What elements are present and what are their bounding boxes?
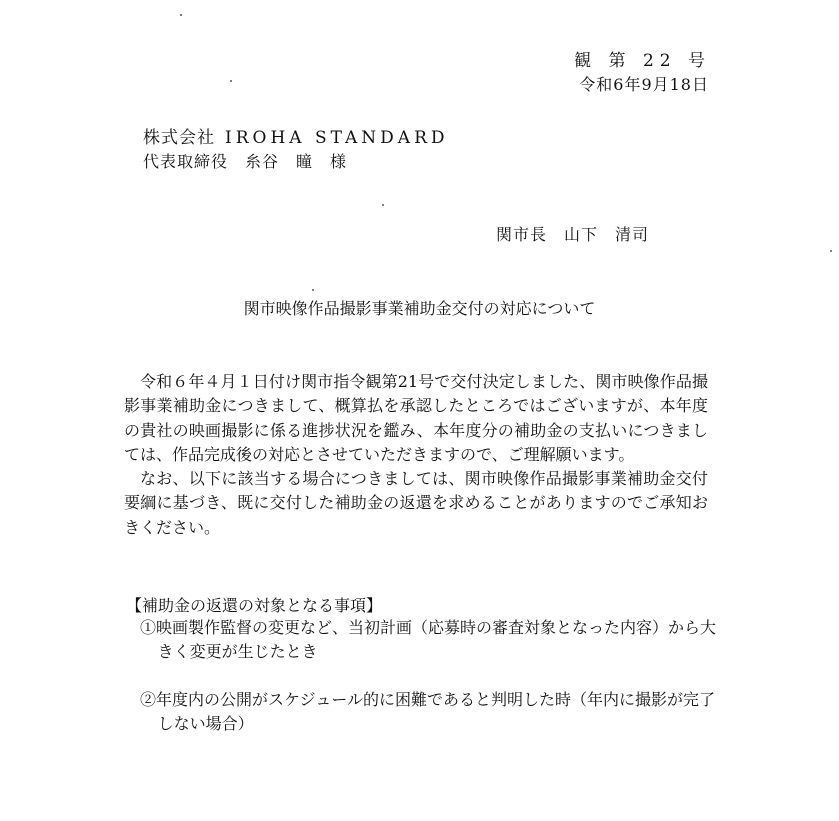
- sender-name: 関市長 山下 清司: [496, 225, 650, 244]
- list-item: ②年度内の公開がスケジュール的に困難であると判明した時（年内に撮影が完了しない場合）: [140, 690, 716, 734]
- document-number: 観 第 22 号: [574, 51, 711, 71]
- scan-speck: [382, 204, 384, 206]
- recipient-company: [143, 123, 449, 148]
- company-name: IROHA STANDARD: [225, 128, 449, 148]
- recipient-representative: 代表取締役 糸谷 瞳 様: [143, 152, 348, 171]
- scan-speck: [830, 250, 832, 252]
- section-heading: 【補助金の返還の対象となる事項】: [126, 596, 383, 615]
- scan-speck: [180, 14, 182, 16]
- scan-speck: [312, 289, 314, 291]
- company-prefix: 株式会社: [143, 128, 215, 148]
- body-paragraph: なお、以下に該当する場合につきましては、関市映像作品撮影事業補助金交付要綱に基づき、既に交付した補助金の返還を求めることがありますのでご承知おきください。: [124, 469, 708, 537]
- document-date: 令和6年9月18日: [579, 75, 709, 94]
- body-paragraph: 令和６年４月１日付け関市指令観第21号で交付決定しました、関市映像作品撮影事業補助金につきまして、概算払を承認したところではございますが、本年度の貴社の映画撮影に係る進捗状況を鑑み、本年度分の補助金の支払いにつきましては、作品完成後の対応とさせていただきますので、ご理解願います。: [124, 372, 708, 464]
- document-subject: 関市映像作品撮影事業補助金交付の対応について: [243, 299, 596, 318]
- scan-speck: [230, 80, 232, 82]
- document-body: [124, 370, 708, 540]
- list-item: ①映画製作監督の変更など、当初計画（応募時の審査対象となった内容）から大きく変更が生じたとき: [140, 618, 717, 662]
